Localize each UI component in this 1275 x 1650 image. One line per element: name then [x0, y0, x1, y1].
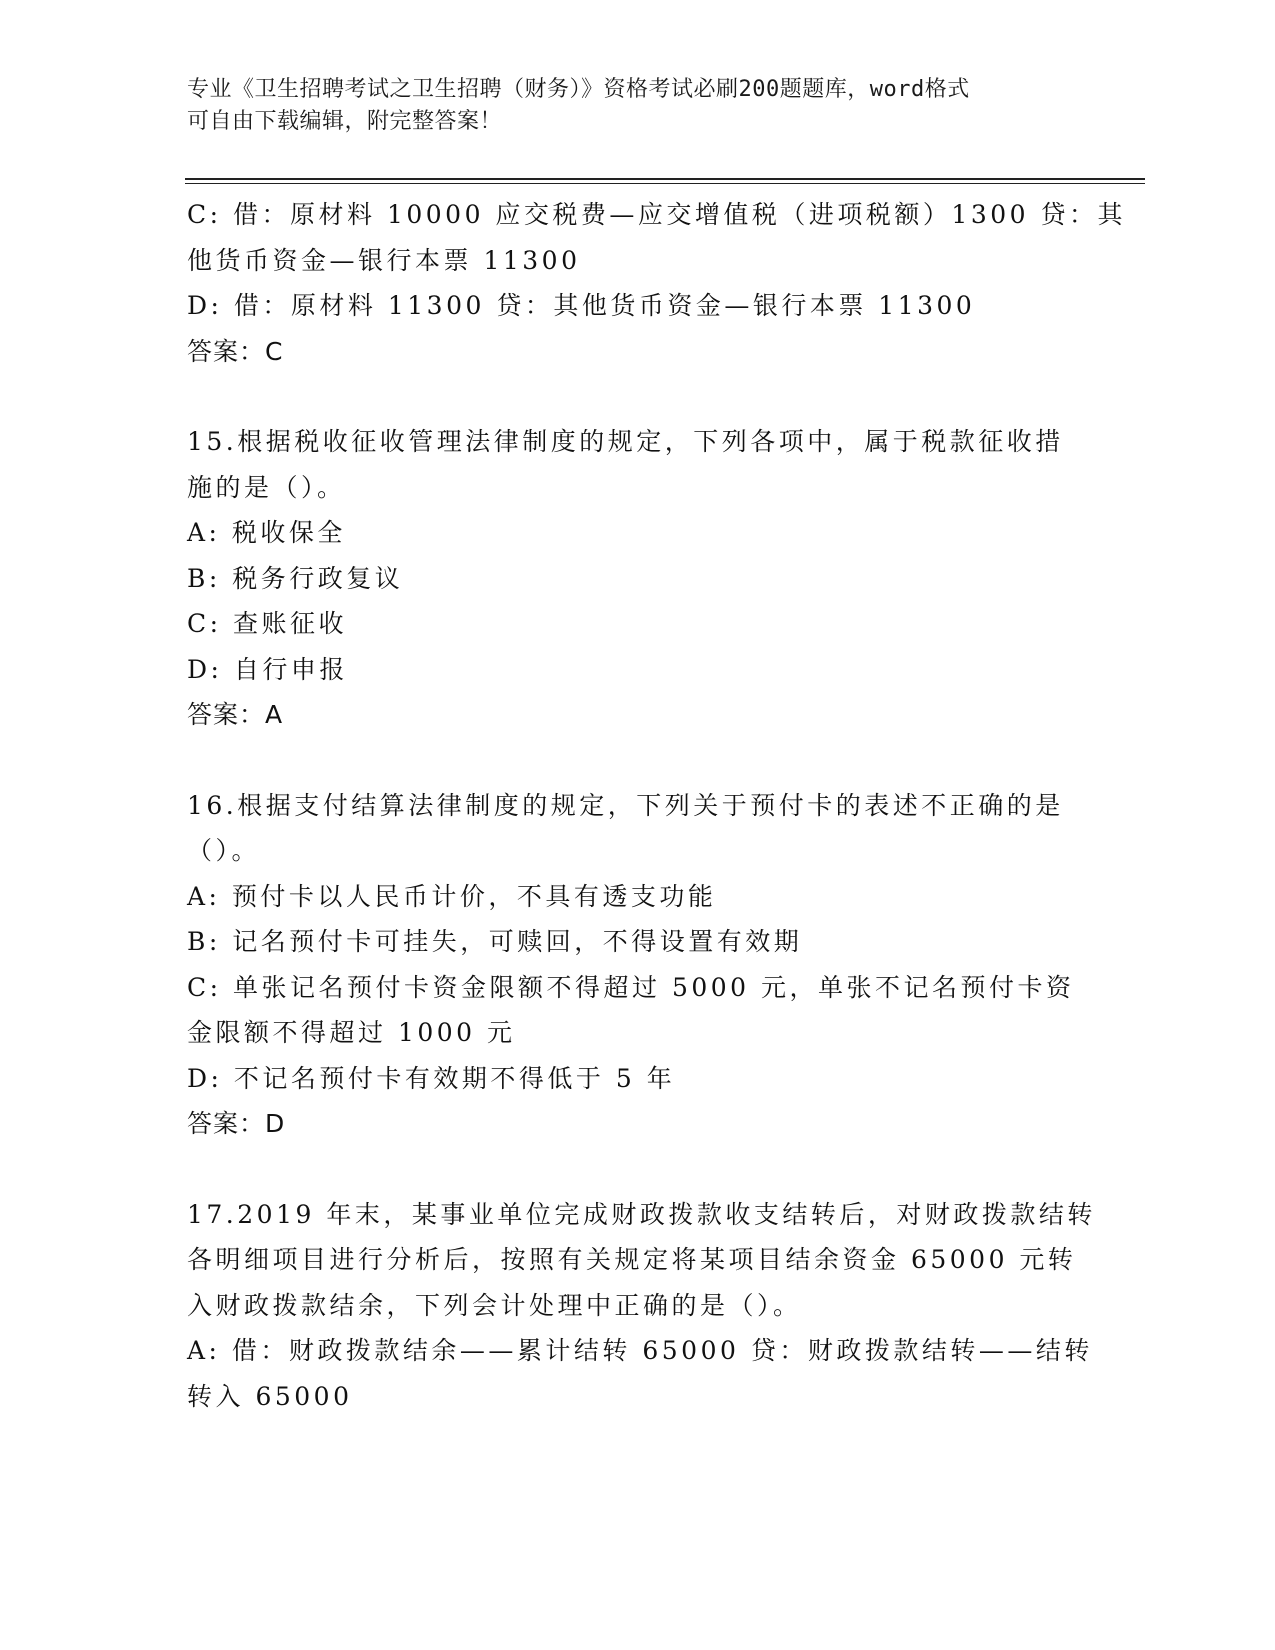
question-stem-line-1: 15.根据税收征收管理法律制度的规定，下列各项中，属于税款征收措	[187, 427, 1064, 456]
answer: 答案：C	[187, 336, 284, 366]
option-d: D: 借：原材料 11300 贷：其他货币资金—银行本票 11300	[187, 291, 976, 320]
question-stem-line-2: （）。	[187, 836, 261, 865]
option-a-line-2: 转入 65000	[187, 1381, 353, 1411]
question-17	[187, 1192, 1096, 1420]
question-content	[187, 192, 1126, 1419]
option-c-line-2: 金限额不得超过 1000 元	[187, 1018, 516, 1047]
spacer	[187, 374, 1087, 419]
answer: 答案：A	[187, 700, 284, 729]
option-c-line-1: C: 单张记名预付卡资金限额不得超过 5000 元，单张不记名预付卡资	[187, 972, 1075, 1002]
header-line-2: 可自由下载编辑，附完整答案！	[187, 109, 503, 134]
question-stem-line-1: 16.根据支付结算法律制度的规定，下列关于预付卡的表述不正确的是	[187, 790, 1064, 820]
option-b: B: 记名预付卡可挂失，可赎回，不得设置有效期	[187, 927, 803, 956]
option-c: C: 查账征收	[187, 609, 347, 638]
question-16	[187, 783, 1087, 1147]
spacer	[187, 738, 1087, 783]
header-line-1: 专业《卫生招聘考试之卫生招聘（财务）》资格考试必刷200题题库，word格式	[187, 77, 970, 102]
question-stem-line-2: 施的是（）。	[187, 472, 346, 502]
answer: 答案：D	[187, 1109, 286, 1138]
option-c-line-1: C: 借：原材料 10000 应交税费—应交增值税（进项税额）1300 贷：其	[187, 200, 1126, 229]
spacer	[187, 1147, 1087, 1192]
question-stem-line-3: 入财政拨款结余，下列会计处理中正确的是（）。	[187, 1290, 802, 1320]
option-a: A: 预付卡以人民币计价，不具有透支功能	[187, 881, 717, 911]
question-14-tail	[187, 192, 1126, 374]
option-b: B: 税务行政复议	[187, 563, 404, 593]
question-stem-line-2: 各明细项目进行分析后，按照有关规定将某项目结余资金 65000 元转	[187, 1245, 1077, 1274]
option-d: D: 不记名预付卡有效期不得低于 5 年	[187, 1063, 676, 1093]
option-d: D: 自行申报	[187, 654, 348, 684]
document-header	[187, 74, 1067, 138]
option-c-line-2: 他货币资金—银行本票 11300	[187, 245, 581, 275]
header-divider-thin	[185, 183, 1145, 184]
question-stem-line-1: 17.2019 年末，某事业单位完成财政拨款收支结转后，对财政拨款结转	[187, 1199, 1096, 1229]
option-a: A: 税收保全	[187, 518, 346, 547]
question-15	[187, 419, 1087, 738]
option-a-line-1: A: 借：财政拨款结余——累计结转 65000 贷：财政拨款结转——结转	[187, 1336, 1093, 1365]
header-divider-thick	[185, 178, 1145, 180]
